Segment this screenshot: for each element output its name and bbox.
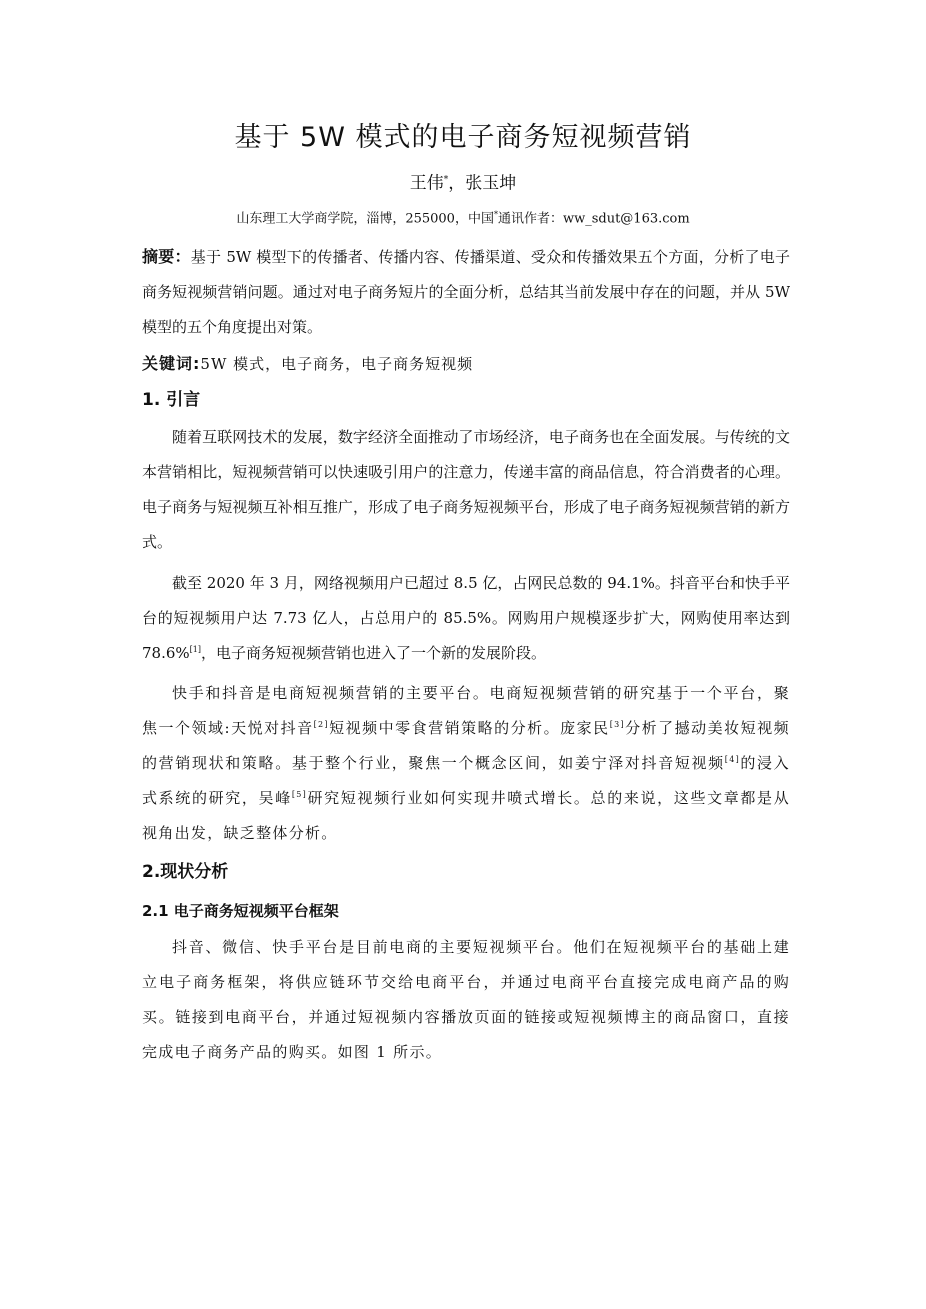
- affiliation-line: [0, 204, 926, 230]
- citation: [2]: [313, 720, 329, 729]
- citation: [4]: [724, 755, 741, 764]
- paragraph-text: 快手和抖音是电商短视频营销的主要平台。电商短视频营销的研究基于一个平台，聚焦一个领域:天悦对抖音: [142, 684, 790, 737]
- paragraph-text: 截至 2020 年 3 月，网络视频用户已超过 8.5 亿，占网民总数的 94.1%。抖音平台和快手平台的短视频用户达 7.73 亿人，占总用户的 85.5%。网购用户规模逐步扩大，网购使用率达到 78.6%: [142, 574, 790, 662]
- corresponding-mark: *: [493, 210, 498, 219]
- abstract: [142, 239, 790, 345]
- paragraph: 抖音、微信、快手平台是目前电商的主要短视频平台。他们在短视频平台的基础上建立电子商务框架，将供应链环节交给电商平台，并通过电商平台直接完成电商产品的购买。链接到电商平台，并通过短视频内容播放页面的链接或短视频博主的商品窗口，直接完成电子商务产品的购买。如图 1 所示。: [142, 938, 790, 1061]
- paragraph-text: 分析了撼动美妆短视频的营销现状和策略。基于整个行业，聚焦一个概念区间，如姜宁泽对抖音短视频: [142, 719, 790, 772]
- author-separator: ，: [448, 173, 466, 194]
- section-heading-status: 2.现状分析: [142, 862, 229, 882]
- abstract-text: 基于 5W 模型下的传播者、传播内容、传播渠道、受众和传播效果五个方面，分析了电子商务短视频营销问题。通过对电子商务短片的全面分析，总结其当前发展中存在的问题，并从 5W 模型的五个角度提出对策。: [142, 248, 790, 336]
- author-line: [0, 167, 926, 197]
- citation: [3]: [609, 720, 625, 729]
- subsection-heading: 2.1 电子商务短视频平台框架: [142, 902, 339, 920]
- paragraph-text: 短视频中零食营销策略的分析。庞家民: [328, 719, 610, 737]
- author-name: 王伟: [409, 173, 444, 194]
- paragraph-text: 的浸入式系统的研究，吴峰: [142, 754, 790, 807]
- paragraph: [142, 676, 790, 851]
- section-heading-intro: 1. 引言: [142, 390, 201, 410]
- affiliation-text: 山东理工大学商学院，淄博，255000，中国: [236, 211, 494, 227]
- contact-email: 通讯作者：ww_sdut@163.com: [497, 211, 690, 227]
- paragraph: [142, 566, 790, 671]
- keywords: [142, 347, 790, 381]
- keywords-label: 关键词:: [142, 354, 201, 373]
- paragraph: 随着互联网技术的发展，数字经济全面推动了市场经济，电子商务也在全面发展。与传统的文本营销相比，短视频营销可以快速吸引用户的注意力，传递丰富的商品信息，符合消费者的心理。电子商务与短视频互补相互推广，形成了电子商务短视频平台，形成了电子商务短视频营销的新方式。: [142, 428, 790, 551]
- paragraph-text: 研究短视频行业如何实现井喷式增长。总的来说，这些文章都是从视角出发，缺乏整体分析。: [142, 789, 791, 842]
- citation: [5]: [291, 790, 308, 799]
- author-name: 张玉坤: [465, 173, 517, 194]
- citation: [1]: [189, 645, 201, 654]
- abstract-label: 摘要：: [142, 247, 191, 266]
- paper-title: 基于 5W 模式的电子商务短视频营销: [234, 122, 692, 153]
- keywords-text: 5W 模式，电子商务，电子商务短视频: [200, 355, 474, 373]
- corresponding-mark: *: [443, 175, 449, 185]
- paragraph-text: ，电子商务短视频营销也进入了一个新的发展阶段。: [201, 644, 547, 662]
